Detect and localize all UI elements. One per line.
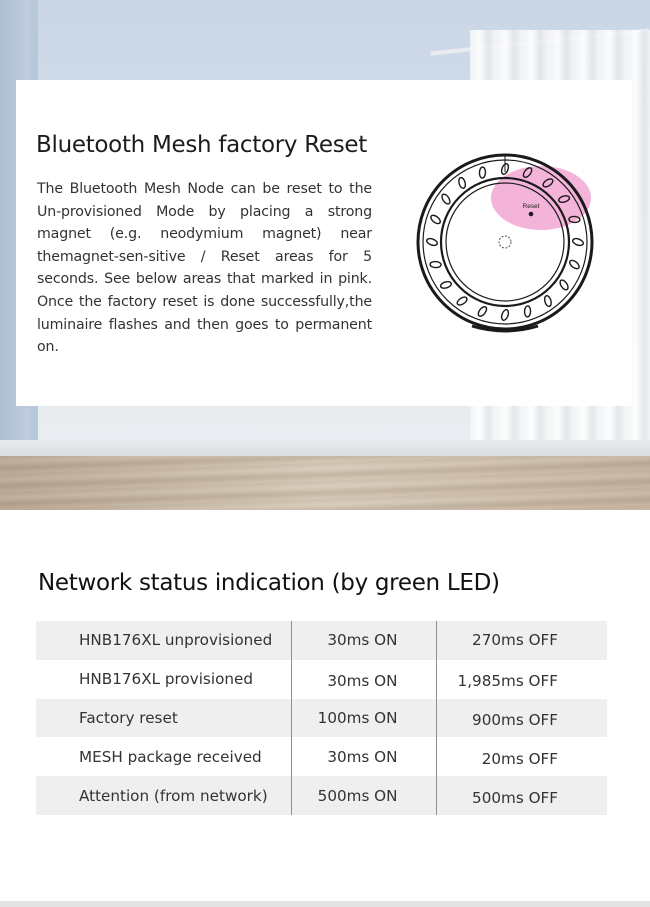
slot-mark — [544, 295, 553, 307]
slot-mark — [429, 214, 441, 226]
off-duration-cell: 1,985ms OFF — [436, 660, 607, 699]
table-row — [36, 737, 607, 776]
slot-mark — [558, 279, 569, 291]
slot-mark — [440, 193, 451, 205]
network-status-title: Network status indication (by green LED) — [38, 570, 500, 596]
slot-mark — [479, 167, 485, 178]
luminaire-diagram — [412, 150, 602, 340]
slot-mark — [477, 305, 489, 317]
state-cell: Factory reset — [36, 699, 291, 738]
slot-mark — [568, 259, 580, 271]
slot-mark — [500, 309, 509, 321]
slot-mark — [430, 261, 441, 267]
state-cell: HNB176XL unprovisioned — [36, 621, 291, 660]
table-row — [36, 660, 607, 699]
floor-shade — [0, 456, 650, 510]
state-cell: Attention (from network) — [36, 776, 291, 815]
off-duration-cell: 500ms OFF — [436, 776, 607, 815]
off-duration-cell: 900ms OFF — [436, 699, 607, 738]
reset-label: Reset — [522, 203, 540, 210]
table-row — [36, 776, 607, 815]
table-row — [36, 621, 607, 660]
network-status-table — [36, 621, 607, 815]
on-duration-cell: 30ms ON — [291, 621, 436, 660]
reset-description: The Bluetooth Mesh Node can be reset to the Un-provisioned Mode by placing a strong magnet (e.g. neodymium magnet) near themagnet-sen-sitive / Reset areas for 5 seconds. See below areas that marked in pink. Once the factory reset is done successfully,the luminaire flashes and then goes to permanent on. — [37, 181, 372, 356]
state-cell: HNB176XL provisioned — [36, 660, 291, 699]
reset-point — [529, 212, 534, 217]
center-sensor — [499, 236, 511, 248]
slot-mark — [440, 281, 452, 290]
slot-mark — [572, 237, 584, 246]
reset-title: Bluetooth Mesh factory Reset — [36, 132, 367, 158]
off-duration-cell: 20ms OFF — [436, 737, 607, 776]
reset-card — [16, 80, 632, 406]
slot-mark — [426, 237, 438, 246]
off-duration-cell: 270ms OFF — [436, 621, 607, 660]
reset-area-highlight — [491, 166, 591, 230]
slot-mark — [458, 177, 467, 189]
footer-divider — [0, 901, 650, 907]
on-duration-cell: 500ms ON — [291, 776, 436, 815]
slot-mark — [524, 306, 530, 317]
slot-mark — [456, 295, 468, 306]
state-cell: MESH package received — [36, 737, 291, 776]
on-duration-cell: 100ms ON — [291, 699, 436, 738]
table-row — [36, 699, 607, 738]
on-duration-cell: 30ms ON — [291, 737, 436, 776]
on-duration-cell: 30ms ON — [291, 660, 436, 699]
